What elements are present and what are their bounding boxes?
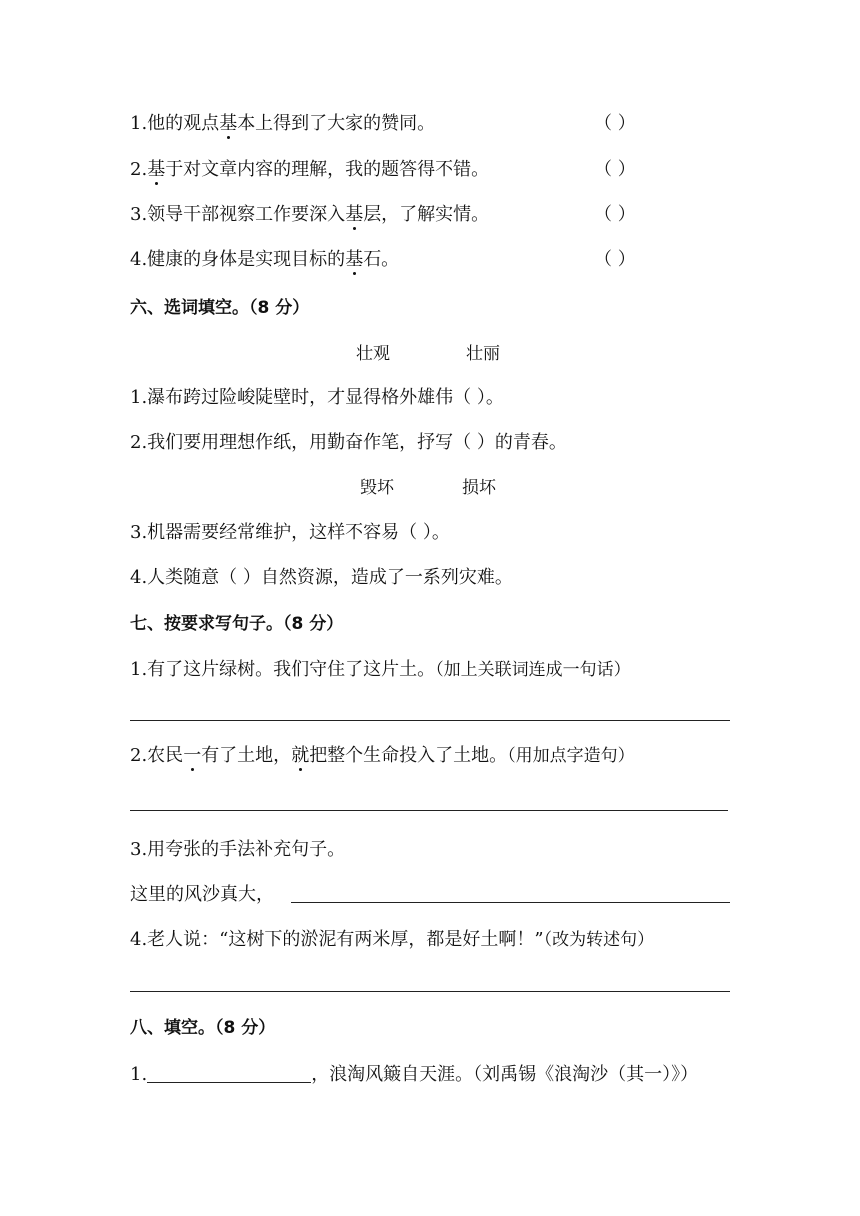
answer-paren[interactable]: （ ） (594, 159, 636, 180)
word-choice: 毁坏 (360, 478, 394, 498)
answer-paren[interactable]: （ ） (594, 204, 636, 225)
q5-item-2-post: 于对文章内容的理解，我的题答得不错。 (165, 159, 490, 180)
s7-item-3: 3.用夸张的手法补充句子。 (130, 839, 346, 860)
answer-line[interactable] (130, 810, 728, 811)
dotted-char: 基 (345, 204, 364, 225)
section-8-title: 八、填空。（8 分） (130, 1018, 276, 1038)
s7-item-1-text: 1.有了这片绿树。我们守住了这片土。 (130, 659, 436, 680)
s6-item-3: 3.机器需要经常维护，这样不容易（ ）。 (130, 522, 450, 543)
q5-item-1 (130, 112, 435, 136)
dotted-char: 基 (147, 159, 166, 180)
s7-item-2-pre: 2.农民 (130, 745, 184, 766)
answer-paren[interactable]: （ ） (594, 113, 636, 134)
s8-item-1 (130, 1063, 698, 1087)
answer-line[interactable] (130, 991, 730, 992)
s7-item-3-prompt: 这里的风沙真大， (130, 884, 274, 905)
dotted-char: 就 (291, 745, 310, 766)
answer-line[interactable] (130, 720, 730, 721)
s7-item-1 (130, 658, 631, 682)
s6-item-1: 1.瀑布跨过险峻陡壁时，才显得格外雄伟（ ）。 (130, 387, 504, 408)
dotted-char: 基 (219, 113, 238, 134)
s7-item-4 (130, 928, 654, 952)
q5-item-1-pre: 1.他的观点 (130, 113, 220, 134)
q5-item-4-post: 石。 (363, 249, 400, 270)
q5-item-3 (130, 203, 489, 227)
q5-item-4 (130, 248, 399, 272)
s6-item-4: 4.人类随意（ ）自然资源，造成了一系列灾难。 (130, 567, 513, 588)
dotted-char: 基 (345, 249, 364, 270)
dotted-char: 一 (183, 745, 202, 766)
s6-item-2: 2.我们要用理想作纸，用勤奋作笔，抒写（ ）的青春。 (130, 432, 567, 453)
q5-item-1-post: 本上得到了大家的赞同。 (237, 113, 436, 134)
q5-item-3-post: 层，了解实情。 (363, 204, 490, 225)
q5-item-2 (130, 158, 489, 182)
section-6-title: 六、选词填空。（8 分） (130, 298, 310, 318)
s8-item-1-number: 1. (130, 1064, 148, 1085)
word-choice: 壮观 (356, 344, 390, 364)
q5-item-4-pre: 4.健康的身体是实现目标的 (130, 249, 346, 270)
instruction-note: （改为转述句） (543, 930, 655, 950)
word-choice: 损坏 (462, 478, 496, 498)
answer-paren[interactable]: （ ） (594, 249, 636, 270)
answer-line[interactable] (291, 902, 730, 903)
section-7-title: 七、按要求写句子。（8 分） (130, 614, 344, 634)
fill-blank[interactable] (147, 1064, 311, 1083)
s7-item-2 (130, 744, 635, 768)
instruction-note: （用加点字造句） (507, 746, 635, 766)
s7-item-2-post: 把整个生命投入了土地。 (309, 745, 508, 766)
s8-item-1-text: ，浪淘风簸自天涯。（刘禹锡《浪淘沙（其一）》） (311, 1064, 699, 1085)
q5-item-2-pre: 2. (130, 159, 148, 180)
instruction-note: （加上关联词连成一句话） (435, 660, 631, 680)
word-choice: 壮丽 (466, 344, 500, 364)
s7-item-2-mid: 有了土地， (201, 745, 292, 766)
q5-item-3-pre: 3.领导干部视察工作要深入 (130, 204, 346, 225)
s7-item-4-text: 4.老人说：“这树下的淤泥有两米厚，都是好土啊！” (130, 929, 544, 950)
